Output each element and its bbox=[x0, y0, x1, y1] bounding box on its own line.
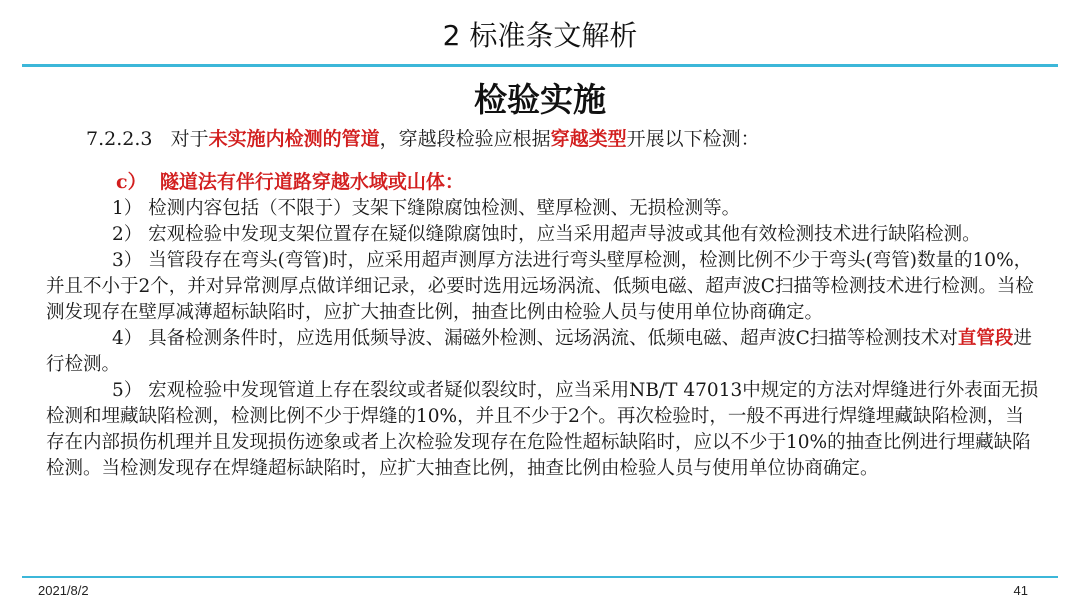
subitem-heading bbox=[116, 169, 464, 195]
list-item-text: 4） 具备检测条件时，应选用低频导波、漏磁外检测、远场涡流、低频电磁、超声波C扫描等检测技术对 bbox=[112, 328, 958, 349]
list-item bbox=[46, 326, 1042, 378]
list-item-text: 进行检测。 bbox=[46, 328, 1032, 375]
footer-divider bbox=[22, 576, 1058, 578]
footer-date: 2021/8/2 bbox=[38, 583, 89, 598]
section-title: 检验实施 bbox=[474, 80, 606, 119]
list-item: 2） 宏观检验中发现支架位置存在疑似缝隙腐蚀时，应当采用超声导波或其他有效检测技术进行缺陷检测。 bbox=[112, 224, 981, 245]
list-item: 5） 宏观检验中发现管道上存在裂纹或者疑似裂纹时，应当采用NB/T 47013中规定的方法对焊缝进行外表面无损检测和埋藏缺陷检测，检测比例不少于焊缝的10%，并且不少于2个。再次检验时，一般不再进行焊缝埋藏缺陷检测，当存在内部损伤机理并且发现损伤迹象或者上次检验发现存在危险性超标缺陷时，应以不少于10%的抽查比例进行埋藏缺陷检测。当检测发现存在焊缝超标缺陷时，应扩大抽查比例，抽查比例由检验人员与使用单位协商确定。 bbox=[46, 380, 1039, 479]
clause-highlight-pipeline: 未实施内检测的管道 bbox=[208, 128, 380, 150]
clause-text: 开展以下检测： bbox=[626, 128, 760, 150]
clause-text: ，穿越段检验应根据 bbox=[379, 128, 551, 150]
clause-number: 7.2.2.3 bbox=[86, 128, 153, 150]
subitem-marker: c） bbox=[116, 171, 147, 193]
clause-text: 对于 bbox=[170, 128, 209, 150]
header-divider bbox=[22, 64, 1058, 67]
list-item: 1） 检测内容包括（不限于）支架下缝隙腐蚀检测、壁厚检测、无损检测等。 bbox=[112, 198, 741, 219]
clause-line bbox=[86, 126, 1046, 152]
subitem-text: 隧道法有伴行道路穿越水域或山体： bbox=[159, 171, 464, 193]
item-list bbox=[46, 196, 1042, 482]
page-number: 41 bbox=[1013, 583, 1028, 598]
clause-highlight-crossing-type: 穿越类型 bbox=[550, 128, 627, 150]
list-item: 3） 当管段存在弯头(弯管)时，应采用超声测厚方法进行弯头壁厚检测，检测比例不少于弯头(弯管)数量的10%，并且不小于2个，并对异常测厚点做详细记录，必要时选用远场涡流、低频电磁、超声波C扫描等检测技术进行检测。当检测发现存在壁厚减薄超标缺陷时，应扩大抽查比例，抽查比例由检验人员与使用单位协商确定。 bbox=[46, 250, 1034, 323]
highlight-straight-pipe: 直管段 bbox=[957, 328, 1014, 349]
slide-header-title: 2 标准条文解析 bbox=[442, 19, 638, 52]
